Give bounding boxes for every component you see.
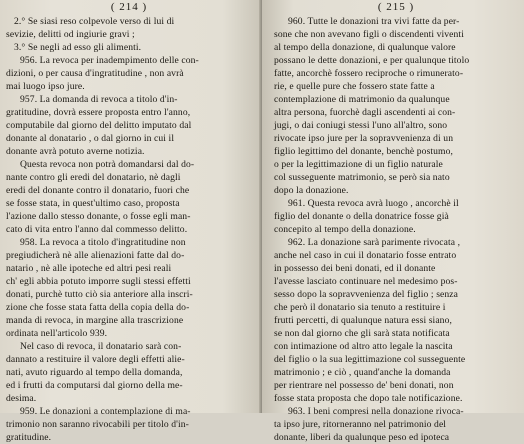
text-line: jugi, o dai coniugi stessi l'uno all'altro, sono xyxy=(274,120,448,131)
text-line: 2.° Se siasi reso colpevole verso di lui di xyxy=(14,16,175,27)
text-line: per rientrare nel possesso de' beni donati, non xyxy=(274,380,454,391)
text-line: rie, e quelle pure che fossero state fatte a xyxy=(274,81,435,92)
right-page-number: ( 215 ) xyxy=(377,1,415,13)
text-line: anche nel caso in cui il donatario fosse entrato xyxy=(274,250,457,261)
text-line: 960. Tutte le donazioni tra vivi fatte da per- xyxy=(288,16,460,27)
text-line: l'avesse lasciato continuare nel medesimo pos- xyxy=(274,276,458,287)
text-line: sesso dopo la sopravvenienza del figlio ; senza xyxy=(274,289,458,300)
text-line: se non dal giorno che gli sarà stata notificata xyxy=(274,328,450,339)
text-line: fosse stata proposta che dopo tale notificazione. xyxy=(274,393,463,404)
text-line: Nel caso di revoca, il donatario sarà con- xyxy=(20,341,182,352)
text-line: con intimazione od altro atto legale la nascita xyxy=(274,341,453,352)
text-line: pregiudicherà nè alle alienazioni fatte dal do- xyxy=(6,250,185,261)
text-line: 957. La domanda di revoca a titolo d'in- xyxy=(20,94,178,105)
right-page-text xyxy=(274,15,518,444)
text-line: possano le dette donazioni, e per qualunque titolo xyxy=(274,55,470,66)
text-line: ta ipso jure, ritorneranno nel patrimonio del xyxy=(274,419,447,430)
text-line: che però il donatario sia tenuto a restituire i xyxy=(274,302,446,313)
text-line: cato di vita entro l'anno dal commesso delitto. xyxy=(6,224,188,235)
text-line: contemplazione di matrimonio da qualunque xyxy=(274,94,450,105)
text-line: donante al donatario , o dal giorno in cui il xyxy=(6,133,175,144)
text-line: donante avrà potuto averne notizia. xyxy=(6,146,145,157)
text-line: altra persona, fuorchè dagli ascendenti ai con- xyxy=(274,107,456,118)
text-line: natario , nè alle ipoteche ed altri pesi reali xyxy=(6,263,172,274)
text-line: figlio legittimo del donante, benchè postumo, xyxy=(274,146,454,157)
text-line: zione che fosse stata fatta della copia della do- xyxy=(6,302,190,313)
text-line: dizioni, o per causa d'ingratitudine , non avrà xyxy=(6,68,184,79)
text-line: manda di revoca, in margine alla trascrizione xyxy=(6,315,184,326)
text-line: computabile dal giorno del delitto imputato dal xyxy=(6,120,192,131)
text-line: fatte, ancorchè fossero reciproche o rimunerato- xyxy=(274,68,464,79)
text-line: ed i frutti da computarsi dal giorno della me- xyxy=(6,380,183,391)
text-line: 3.° Se negli ad esso gli alimenti. xyxy=(14,42,142,53)
text-line: o per la legittimazione di un figlio naturale xyxy=(274,159,443,170)
text-line: sevizie, delitti od ingiurie gravi ; xyxy=(6,29,135,40)
text-line: se fosse stata, in quest'ultimo caso, proposta xyxy=(6,198,180,209)
right-page xyxy=(262,0,524,443)
text-line: donati, purchè tutto ciò sia anteriore alla inscri- xyxy=(6,289,193,300)
text-line: figlio del donante o della donatrice fosse già xyxy=(274,211,449,222)
text-line: gratitudine. xyxy=(6,432,52,443)
text-line: ch' egli abbia potuto imporre sugli stessi effetti xyxy=(6,276,191,287)
text-line: 963. I beni compresi nella donazione rivoca- xyxy=(288,406,464,417)
text-line: dopo la donazione. xyxy=(274,185,349,196)
text-line: ordinata nell'articolo 939. xyxy=(6,328,108,339)
text-line: donante, liberi da qualunque peso ed ipoteca xyxy=(274,432,450,443)
text-line: Questa revoca non potrà domandarsi dal do- xyxy=(20,159,195,170)
text-line: del figlio o la sua legittimazione col susseguente xyxy=(274,354,466,365)
left-page-number: ( 214 ) xyxy=(110,1,148,13)
text-line: 956. La revoca per inadempimento delle con- xyxy=(20,55,199,66)
text-line: matrimonio ; e ciò , quand'anche la domanda xyxy=(274,367,451,378)
text-line: l'azione dallo stesso donante, o fosse egli man- xyxy=(6,211,191,222)
text-line: 958. La revoca a titolo d'ingratitudine non xyxy=(20,237,186,248)
text-line: dannato a restituire il valore degli effetti alie- xyxy=(6,354,185,365)
text-line: al tempo della donazione, di qualunque valore xyxy=(274,42,456,53)
text-line: in possesso dei beni donati, ed il donante xyxy=(274,263,436,274)
text-line: 959. Le donazioni a contemplazione di ma- xyxy=(20,406,191,417)
text-line: col susseguente matrimonio, se però sia nato xyxy=(274,172,450,183)
text-line: frutti percetti, di qualunque natura essi siano, xyxy=(274,315,452,326)
text-line: eredi del donante contro il donatario, fuori che xyxy=(6,185,190,196)
text-line: 962. La donazione sarà parimente rivocata , xyxy=(288,237,461,248)
text-line: desima. xyxy=(6,393,37,404)
text-line: concepito al tempo della donazione. xyxy=(274,224,416,235)
text-line: trimonio non saranno rivocabili per titolo d'in- xyxy=(6,419,189,430)
left-page xyxy=(0,0,262,443)
text-line: mai luogo ipso jure. xyxy=(6,81,85,92)
text-line: sone che non avevano figli o discendenti viventi xyxy=(274,29,464,40)
text-line: rivocate ipso jure per la sopravvenienza di un xyxy=(274,133,454,144)
text-line: 961. Questa revoca avrà luogo , ancorchè il xyxy=(288,198,459,209)
text-line: gratitudine, dovrà essere proposta entro l'anno, xyxy=(6,107,191,118)
text-line: nante contro gli eredi del donatario, nè dagli xyxy=(6,172,181,183)
left-page-text xyxy=(6,15,252,444)
text-line: nati, avuto riguardo al tempo della domanda, xyxy=(6,367,183,378)
